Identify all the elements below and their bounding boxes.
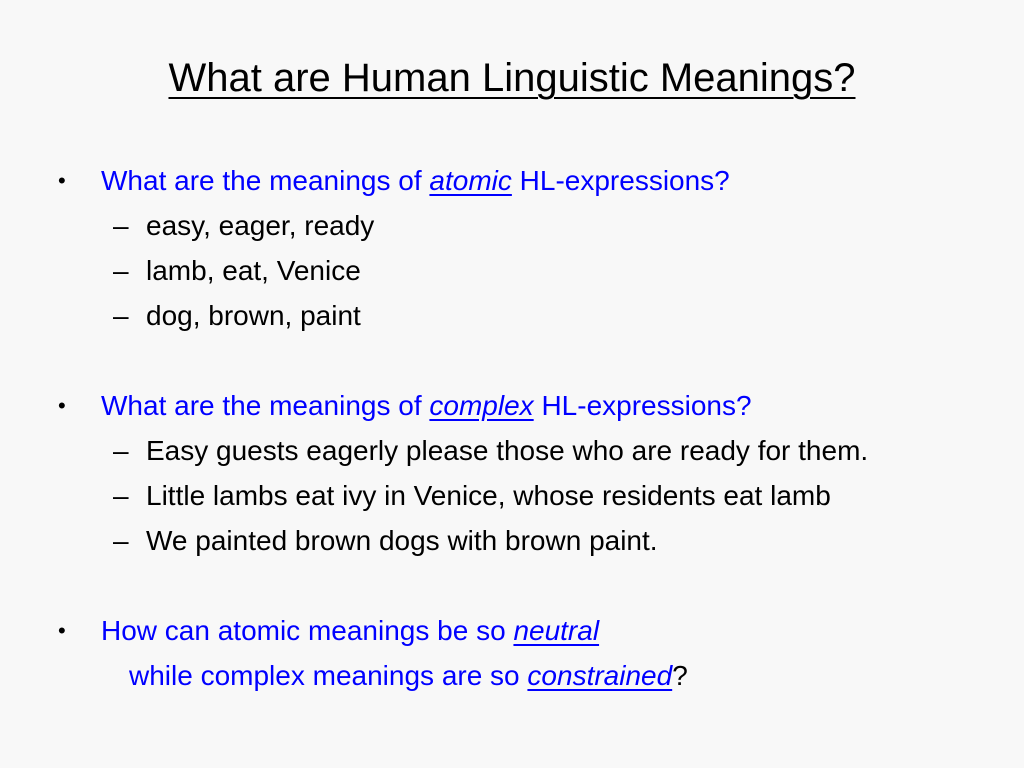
dash-icon: – [113, 300, 129, 331]
bullet-atomic-text [101, 158, 730, 203]
bullet-atomic-pre: What are the meanings of [101, 165, 430, 196]
slide-title: What are Human Linguistic Meanings? [168, 56, 856, 100]
bullet-question [0, 608, 1024, 653]
neutral-link[interactable]: neutral [513, 615, 600, 646]
bullet-question-text [101, 608, 599, 653]
sub-item-text: Little lambs eat ivy in Venice, whose residents eat lamb [146, 480, 831, 511]
dash-icon: – [113, 435, 129, 466]
sub-item [0, 518, 1024, 563]
spacer [0, 338, 1024, 383]
spacer [0, 563, 1024, 608]
sub-item [0, 428, 1024, 473]
atomic-link[interactable]: atomic [429, 165, 512, 196]
bullet-atomic [0, 158, 1024, 203]
bullet-question-pre: How can atomic meanings be so [101, 615, 514, 646]
bullet-dot-icon: • [58, 168, 66, 193]
dash-icon: – [113, 480, 129, 511]
bullet-complex-text [101, 383, 752, 428]
bullet-question-line2-pre: while complex meanings are so [129, 660, 528, 691]
bullet-question-line2 [129, 653, 688, 698]
constrained-link[interactable]: constrained [527, 660, 673, 691]
slide-body [0, 158, 1024, 698]
sub-item-text: easy, eager, ready [146, 210, 375, 241]
complex-link[interactable]: complex [429, 390, 534, 421]
sub-item-text: dog, brown, paint [146, 300, 361, 331]
dash-icon: – [113, 525, 129, 556]
sub-item [0, 293, 1024, 338]
sub-item [0, 473, 1024, 518]
sub-item [0, 203, 1024, 248]
sub-item-text: lamb, eat, Venice [146, 255, 361, 286]
dash-icon: – [113, 255, 129, 286]
bullet-dot-icon: • [58, 393, 66, 418]
dash-icon: – [113, 210, 129, 241]
bullet-complex-post: HL-expressions? [533, 390, 752, 421]
bullet-complex-pre: What are the meanings of [101, 390, 430, 421]
sub-item-text: We painted brown dogs with brown paint. [146, 525, 658, 556]
question-mark: ? [672, 660, 688, 691]
bullet-atomic-post: HL-expressions? [511, 165, 730, 196]
bullet-question-continuation [0, 653, 1024, 698]
sub-item-text: Easy guests eagerly please those who are ready for them. [146, 435, 869, 466]
sub-item [0, 248, 1024, 293]
bullet-dot-icon: • [58, 618, 66, 643]
bullet-complex [0, 383, 1024, 428]
